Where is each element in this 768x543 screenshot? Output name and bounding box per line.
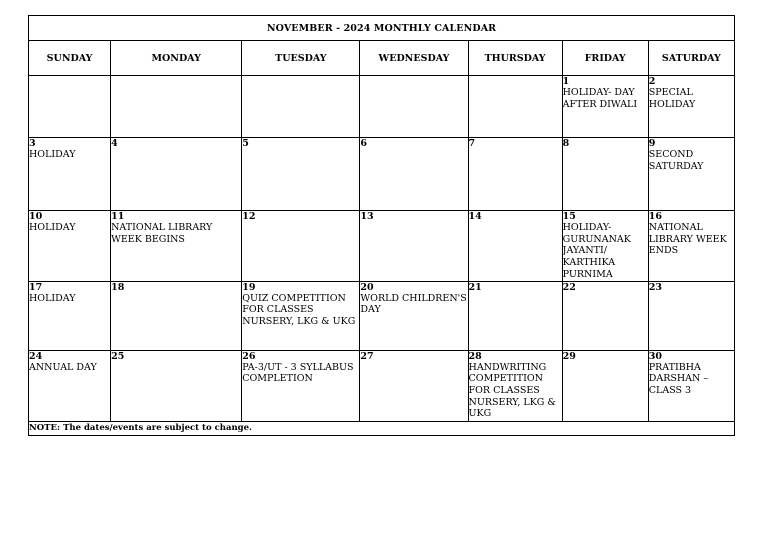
day-number: 23 [648, 281, 662, 293]
day-cell [111, 76, 242, 138]
day-cell [468, 350, 562, 421]
day-cell [111, 350, 242, 421]
day-number: 14 [468, 211, 482, 222]
day-cell [468, 211, 562, 282]
day-cell [360, 211, 468, 282]
day-number: 13 [360, 211, 374, 222]
day-event: NATIONAL LIBRARY WEEK ENDS [648, 222, 727, 257]
day-event: WORLD CHILDREN'S DAY [360, 292, 467, 316]
day-cell [242, 350, 360, 421]
day-number: 15 [562, 211, 576, 222]
day-number: 3 [29, 138, 36, 149]
day-cell [29, 350, 111, 421]
weekday-header-wednesday: WEDNESDAY [360, 41, 468, 76]
day-number: 30 [648, 350, 662, 362]
calendar-note: NOTE: The dates/events are subject to change. [29, 421, 735, 435]
day-number: 24 [29, 350, 43, 362]
day-number: 1 [562, 76, 570, 87]
day-cell [648, 281, 734, 350]
week-row [29, 211, 735, 282]
week-row [29, 76, 735, 138]
day-cell [242, 76, 360, 138]
monthly-calendar-table [28, 15, 735, 436]
day-number: 19 [242, 281, 256, 293]
weekday-header-sunday: SUNDAY [29, 41, 111, 76]
day-number: 12 [242, 211, 256, 222]
day-number: 4 [111, 138, 118, 149]
day-number: 25 [111, 350, 125, 362]
day-cell [562, 138, 648, 211]
week-row [29, 138, 735, 211]
calendar-title: NOVEMBER - 2024 MONTHLY CALENDAR [29, 16, 735, 41]
day-cell [468, 138, 562, 211]
day-number: 11 [111, 211, 125, 222]
day-number: 28 [468, 350, 482, 362]
day-number: 8 [562, 138, 570, 149]
day-event: HOLIDAY- DAY AFTER DIWALI [562, 87, 638, 110]
day-cell [242, 281, 360, 350]
day-event: HOLIDAY [29, 149, 76, 160]
day-event: PRATIBHA DARSHAN – CLASS 3 [648, 361, 709, 396]
day-number: 22 [562, 281, 576, 293]
weekday-header-friday: FRIDAY [562, 41, 648, 76]
day-event: HOLIDAY [29, 292, 76, 304]
day-event: PA-3/UT - 3 SYLLABUS COMPLETION [242, 361, 354, 385]
day-cell [648, 350, 734, 421]
day-cell [648, 76, 734, 138]
day-cell [562, 76, 648, 138]
day-event: HOLIDAY [29, 222, 76, 233]
day-cell [242, 211, 360, 282]
week-row [29, 350, 735, 421]
day-cell [468, 281, 562, 350]
day-number: 18 [111, 281, 125, 293]
day-cell [562, 211, 648, 282]
day-cell [111, 281, 242, 350]
day-number: 10 [29, 211, 43, 222]
weekday-header-tuesday: TUESDAY [242, 41, 360, 76]
day-cell [360, 138, 468, 211]
day-number: 16 [648, 211, 662, 222]
day-event: SECOND SATURDAY [648, 149, 704, 172]
day-number: 26 [242, 350, 256, 362]
day-number: 7 [468, 138, 476, 149]
day-cell [242, 138, 360, 211]
day-cell [648, 211, 734, 282]
day-cell [29, 281, 111, 350]
day-number: 5 [242, 138, 249, 149]
day-cell [29, 76, 111, 138]
day-event: HANDWRITING COMPETITION FOR CLASSES NURSERY, LKG & UKG [468, 361, 556, 420]
day-number: 2 [648, 76, 656, 87]
weekday-header-monday: MONDAY [111, 41, 242, 76]
day-event: NATIONAL LIBRARY WEEK BEGINS [111, 222, 213, 245]
day-number: 27 [360, 350, 374, 362]
weekday-header-row [29, 41, 735, 76]
day-cell [29, 138, 111, 211]
day-number: 9 [648, 138, 656, 149]
day-number: 20 [360, 281, 374, 293]
day-cell [360, 350, 468, 421]
day-event: HOLIDAY- GURUNANAK JAYANTI/ KARTHIKA PURNIMA [562, 222, 631, 280]
calendar-weeks [29, 76, 735, 422]
day-cell [360, 281, 468, 350]
weekday-header-saturday: SATURDAY [648, 41, 734, 76]
day-cell [111, 138, 242, 211]
weekday-header-thursday: THURSDAY [468, 41, 562, 76]
day-number: 29 [562, 350, 576, 362]
day-cell [468, 76, 562, 138]
day-number: 17 [29, 281, 43, 293]
day-cell [111, 211, 242, 282]
day-cell [648, 138, 734, 211]
day-cell [562, 281, 648, 350]
day-event: QUIZ COMPETITION FOR CLASSES NURSERY, LKG & UKG [242, 292, 356, 327]
day-number: 21 [468, 281, 482, 293]
day-number: 6 [360, 138, 368, 149]
day-cell [562, 350, 648, 421]
day-cell [360, 76, 468, 138]
week-row [29, 281, 735, 350]
day-event: SPECIAL HOLIDAY [648, 87, 696, 110]
day-event: ANNUAL DAY [29, 361, 97, 373]
day-cell [29, 211, 111, 282]
